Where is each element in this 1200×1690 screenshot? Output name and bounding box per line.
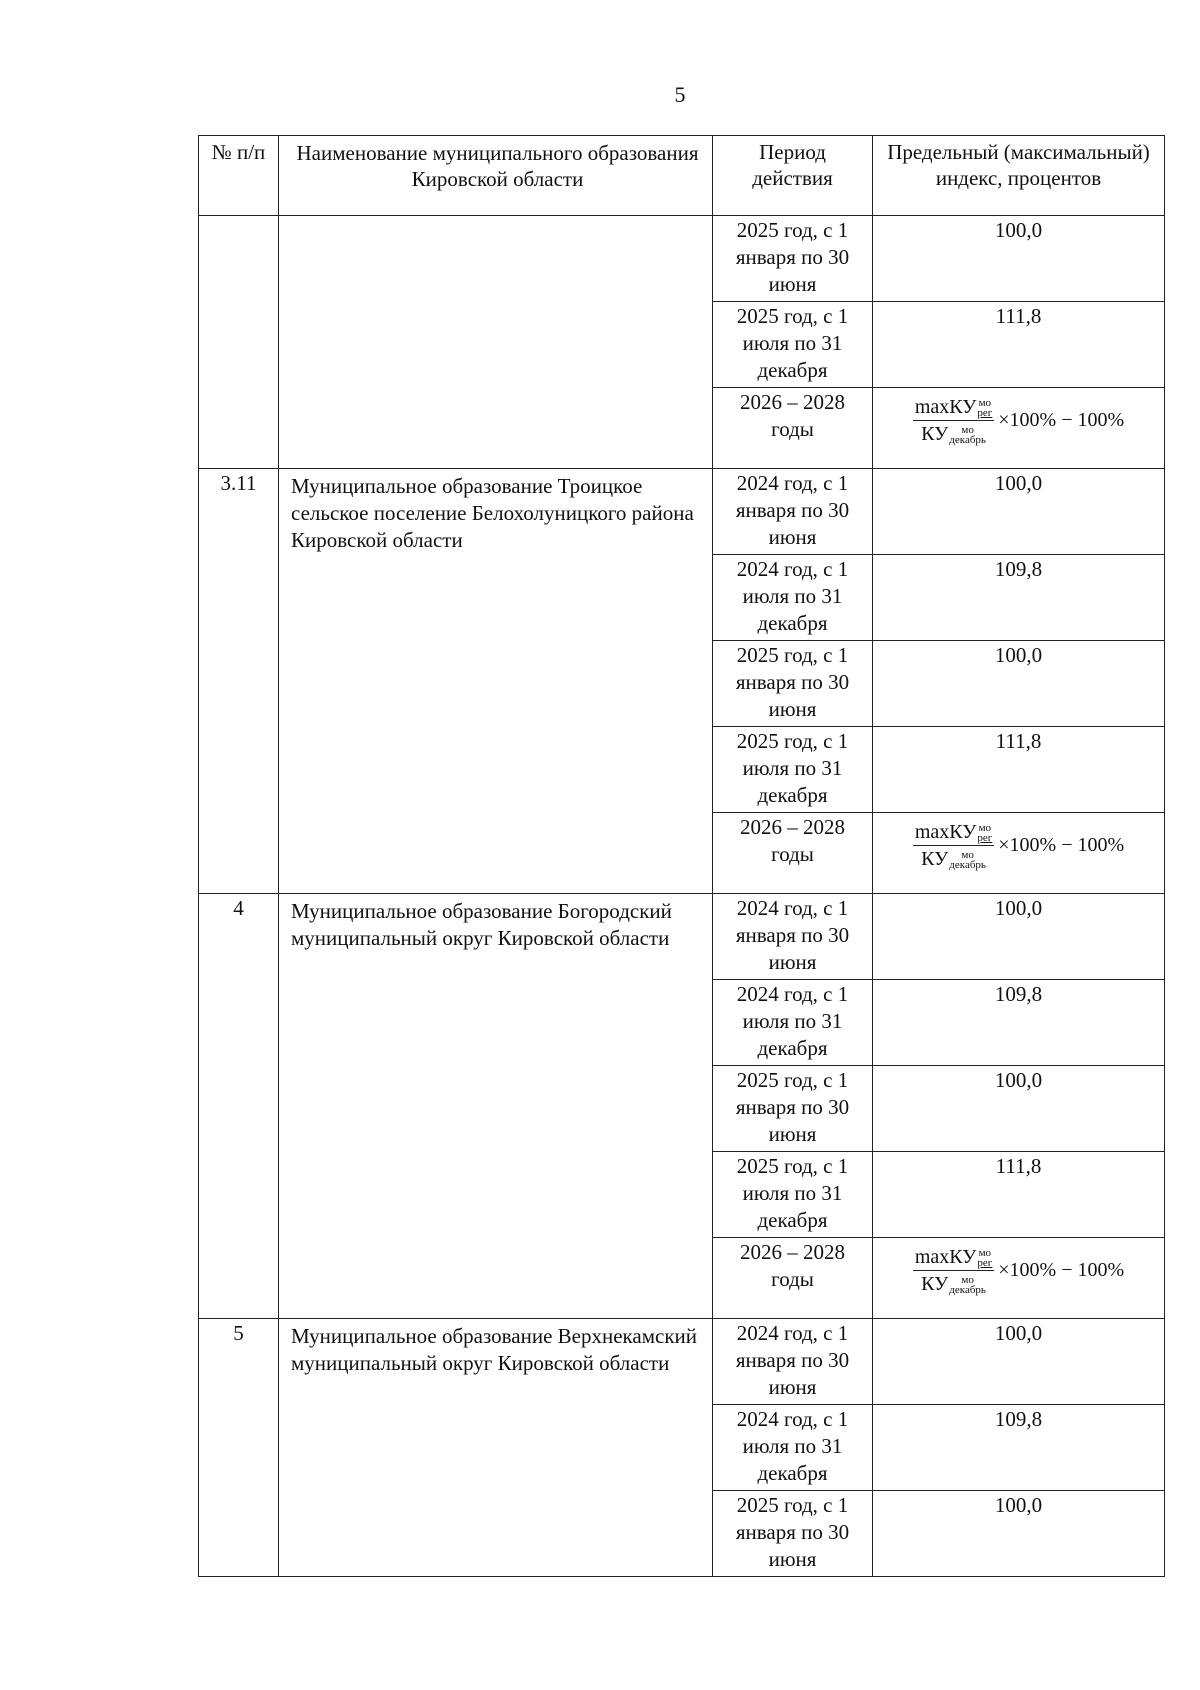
municipality-name: Муниципальное образование Богородский муниципальный округ Кировской области (279, 894, 713, 1319)
period-cell: 2025 год, с 1 июля по 31 декабря (713, 302, 873, 388)
period-cell: 2024 год, с 1 июля по 31 декабря (713, 980, 873, 1066)
header-num: № п/п (199, 136, 279, 216)
formula-numerator (913, 820, 994, 846)
period-cell: 2026 – 2028 годы (713, 1238, 873, 1319)
index-cell (873, 1238, 1165, 1319)
formula-numerator (913, 1245, 994, 1271)
formula-den-indices (949, 850, 986, 870)
formula-den-sup: мо (961, 849, 974, 862)
index-cell: 100,0 (873, 1491, 1165, 1577)
period-cell: 2025 год, с 1 июля по 31 декабря (713, 727, 873, 813)
formula-denominator (921, 421, 986, 446)
formula-denominator (921, 846, 986, 871)
formula-num-sub: рег (977, 407, 993, 420)
period-cell: 2025 год, с 1 января по 30 июня (713, 641, 873, 727)
index-formula (913, 395, 1124, 446)
formula-num-indices (977, 823, 992, 843)
formula-den-base: КУ (921, 1273, 949, 1295)
formula-num-sub: рег (977, 1257, 993, 1270)
period-cell: 2025 год, с 1 января по 30 июня (713, 216, 873, 302)
municipality-name (279, 216, 713, 469)
table-header-row (199, 136, 1165, 216)
formula-fraction (913, 1245, 994, 1296)
formula-den-sup: мо (961, 1274, 974, 1287)
formula-fraction (913, 820, 994, 871)
formula-tail: ×100% − 100% (998, 1259, 1125, 1281)
index-cell (873, 813, 1165, 894)
index-formula (913, 1245, 1124, 1296)
formula-num-base: maxКУ (914, 396, 977, 418)
formula-den-sub: декабрь (949, 859, 986, 872)
formula-num-sup: мо (978, 1247, 992, 1260)
header-period: Период действия (713, 136, 873, 216)
index-cell: 109,8 (873, 1405, 1165, 1491)
index-cell: 100,0 (873, 641, 1165, 727)
table-row (199, 894, 1165, 980)
index-cell: 100,0 (873, 1066, 1165, 1152)
formula-tail: ×100% − 100% (998, 834, 1125, 856)
formula-numerator (913, 395, 994, 421)
row-number (199, 216, 279, 469)
index-cell: 111,8 (873, 1152, 1165, 1238)
index-cell: 111,8 (873, 302, 1165, 388)
formula-den-sub: декабрь (949, 1284, 986, 1297)
index-formula (913, 820, 1124, 871)
period-cell: 2025 год, с 1 июля по 31 декабря (713, 1152, 873, 1238)
formula-num-sub: рег (977, 832, 993, 845)
index-cell: 109,8 (873, 555, 1165, 641)
municipality-name: Муниципальное образование Верхнекамский муниципальный округ Кировской области (279, 1319, 713, 1577)
period-cell: 2024 год, с 1 июля по 31 декабря (713, 1405, 873, 1491)
formula-fraction (913, 395, 994, 446)
formula-den-indices (949, 425, 986, 445)
row-number: 5 (199, 1319, 279, 1577)
period-cell: 2024 год, с 1 января по 30 июня (713, 894, 873, 980)
formula-den-sub: декабрь (949, 434, 986, 447)
index-cell (873, 388, 1165, 469)
index-cell: 111,8 (873, 727, 1165, 813)
period-cell: 2026 – 2028 годы (713, 813, 873, 894)
formula-den-base: КУ (921, 423, 949, 445)
formula-num-sup: мо (978, 822, 992, 835)
row-number: 4 (199, 894, 279, 1319)
formula-tail: ×100% − 100% (998, 409, 1125, 431)
table-row (199, 1319, 1165, 1405)
period-cell: 2025 год, с 1 января по 30 июня (713, 1066, 873, 1152)
period-cell: 2024 год, с 1 июля по 31 декабря (713, 555, 873, 641)
header-name: Наименование муниципального образования Кировской области (279, 136, 713, 216)
page-number: 5 (674, 82, 686, 107)
index-cell: 100,0 (873, 1319, 1165, 1405)
period-cell: 2024 год, с 1 января по 30 июня (713, 1319, 873, 1405)
index-cell: 100,0 (873, 216, 1165, 302)
index-cell: 100,0 (873, 469, 1165, 555)
formula-den-sup: мо (961, 424, 974, 437)
formula-den-base: КУ (921, 848, 949, 870)
formula-den-indices (949, 1275, 986, 1295)
tariff-index-table (198, 135, 1165, 1577)
table-row (199, 216, 1165, 302)
formula-num-base: maxКУ (914, 1246, 977, 1268)
formula-denominator (921, 1271, 986, 1296)
index-cell: 100,0 (873, 894, 1165, 980)
row-number: 3.11 (199, 469, 279, 894)
formula-num-base: maxКУ (914, 821, 977, 843)
formula-num-indices (977, 1248, 992, 1268)
period-cell: 2025 год, с 1 января по 30 июня (713, 1491, 873, 1577)
formula-num-sup: мо (978, 397, 992, 410)
table-row (199, 469, 1165, 555)
period-cell: 2024 год, с 1 января по 30 июня (713, 469, 873, 555)
period-cell: 2026 – 2028 годы (713, 388, 873, 469)
header-index: Предельный (максимальный) индекс, процентов (873, 136, 1165, 216)
index-cell: 109,8 (873, 980, 1165, 1066)
municipality-name: Муниципальное образование Троицкое сельское поселение Белохолуницкого района Кировской области (279, 469, 713, 894)
table-body (199, 216, 1165, 1577)
formula-num-indices (977, 398, 992, 418)
